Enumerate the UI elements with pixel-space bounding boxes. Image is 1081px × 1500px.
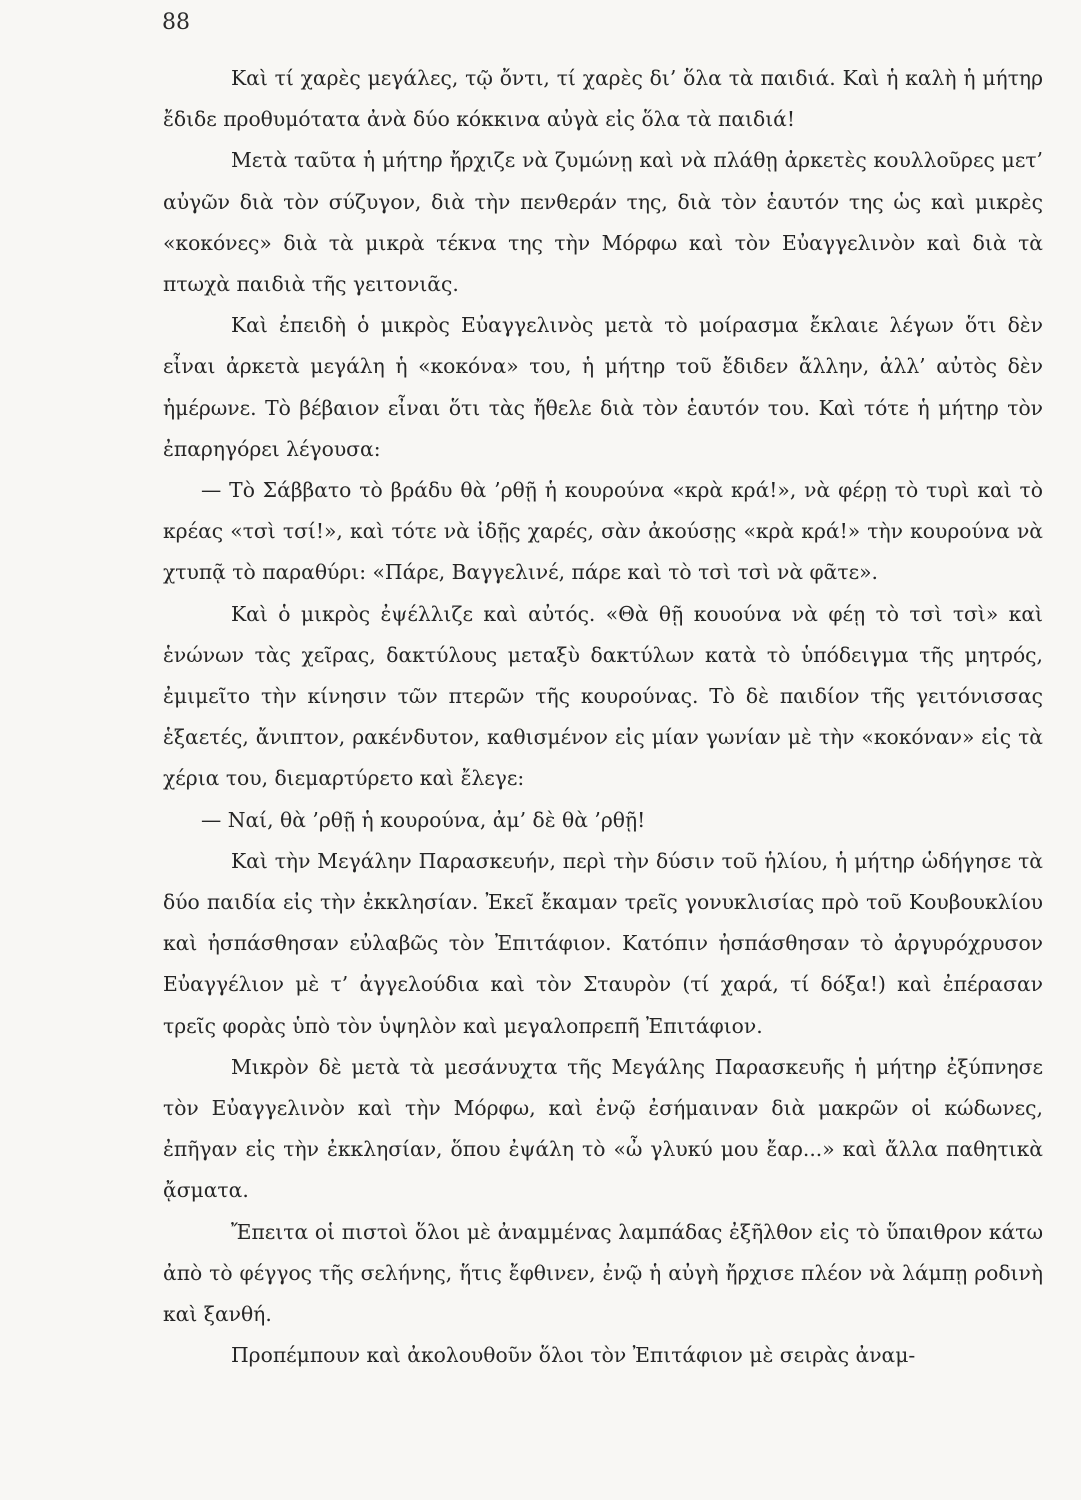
- paragraph-7: Καὶ τὴν Μεγάλην Παρασκευήν, περὶ τὴν δύσιν τοῦ ἡλίου, ἡ μήτηρ ὡδήγησε τὰ δύο παιδία εἰς τὴν ἐκκλησίαν. Ἐκεῖ ἔκαμαν τρεῖς γονυκλισίας πρὸ τοῦ Κουβουκλίου καὶ ἠσπάσθησαν εὐλαβῶς τὸν Ἐπιτάφιον. Κατόπιν ἠσπάσθησαν τὸ ἀργυρόχρυσον Εὐαγγέλιον μὲ τ’ ἀγγελούδια καὶ τὸν Σταυρὸν (τί χαρά, τί δόξα!) καὶ ἐπέρασαν τρεῖς φορὰς ὑπὸ τὸν ὑψηλὸν καὶ μεγαλοπρεπῆ Ἐπιτάφιον.: [163, 848, 1043, 1038]
- paragraph-1: Καὶ τί χαρὲς μεγάλες, τῷ ὄντι, τί χαρὲς δι’ ὅλα τὰ παιδιά. Καὶ ἡ καλὴ ἡ μήτηρ ἔδιδε προθυμότατα ἀνὰ δύο κόκκινα αὐγὰ εἰς ὅλα τὰ παιδιά!: [163, 66, 1043, 132]
- body-text: [163, 58, 1043, 1377]
- paragraph-5: Καὶ ὁ μικρὸς ἐψέλλιζε καὶ αὐτός. «Θὰ θῇ κουούνα νὰ φέῃ τὸ τσὶ τσὶ» καὶ ἑνώνων τὰς χεῖρας, δακτύλους μεταξὺ δακτύλων κατὰ τὸ ὑπόδειγμα τῆς μητρός, ἐμιμεῖτο τὴν κίνησιν τῶν πτερῶν τῆς κουρούνας. Τὸ δὲ παιδίον τῆς γειτόνισσας ἑξαετές, ἄνιπτον, ρακένδυτον, καθισμένον εἰς μίαν γωνίαν μὲ τὴν «κοκόναν» εἰς τὰ χέρια του, διεμαρτύρετο καὶ ἔλεγε:: [163, 601, 1043, 791]
- paragraph-9: Ἔπειτα οἱ πιστοὶ ὅλοι μὲ ἀναμμένας λαμπάδας ἐξῆλθον εἰς τὸ ὕπαιθρον κάτω ἀπὸ τὸ φέγγος τῆς σελήνης, ἥτις ἔφθινεν, ἐνῷ ἡ αὐγὴ ἤρχισε πλέον νὰ λάμπῃ ροδινὴ καὶ ξανθή.: [163, 1219, 1043, 1327]
- paragraph-3: Καὶ ἐπειδὴ ὁ μικρὸς Εὐαγγελινὸς μετὰ τὸ μοίρασμα ἔκλαιε λέγων ὅτι δὲν εἶναι ἀρκετὰ μεγάλη ἡ «κοκόνα» του, ἡ μήτηρ τοῦ ἔδιδεν ἄλλην, ἀλλ’ αὐτὸς δὲν ἡμέρωνε. Τὸ βέβαιον εἶναι ὅτι τὰς ἤθελε διὰ τὸν ἑαυτόν του. Καὶ τότε ἡ μήτηρ τὸν ἐπαρηγόρει λέγουσα:: [163, 313, 1043, 461]
- paragraph-2: Μετὰ ταῦτα ἡ μήτηρ ἤρχιζε νὰ ζυμώνῃ καὶ νὰ πλάθῃ ἀρκετὲς κουλλοῦρες μετ’ αὐγῶν διὰ τὸν σύζυγον, διὰ τὴν πενθεράν της, διὰ τὸν ἑαυτόν της ὡς καὶ μικρὲς «κοκόνες» διὰ τὰ μικρὰ τέκνα της τὴν Μόρφω καὶ τὸν Εὐαγγελινὸν καὶ διὰ τὰ πτωχὰ παιδιὰ τῆς γειτονιᾶς.: [163, 148, 1043, 297]
- page-number: 88: [162, 10, 190, 35]
- paragraph-8: Μικρὸν δὲ μετὰ τὰ μεσάνυχτα τῆς Μεγάλης Παρασκευῆς ἡ μήτηρ ἐξύπνησε τὸν Εὐαγγελινὸν καὶ τὴν Μόρφω, καὶ ἐνῷ ἐσήμαιναν διὰ μακρῶν οἱ κώδωνες, ἐπῆγαν εἰς τὴν ἐκκλησίαν, ὅπου ἐψάλη τὸ «ὦ γλυκύ μου ἔαρ...» καὶ ἄλλα παθητικὰ ᾄσματα.: [163, 1054, 1043, 1203]
- dialogue-paragraph-1: — Τὸ Σάββατο τὸ βράδυ θὰ ’ρθῇ ἡ κουρούνα «κρὰ κρά!», νὰ φέρῃ τὸ τυρὶ καὶ τὸ κρέας «τσὶ τσί!», καὶ τότε νὰ ἰδῇς χαρές, σὰν ἀκούσῃς «κρὰ κρά!» τὴν κουρούνα νὰ χτυπᾷ τὸ παραθύρι: «Πάρε, Βαγγελινέ, πάρε καὶ τὸ τσὶ τσὶ νὰ φᾶτε».: [163, 478, 1043, 585]
- dialogue-paragraph-2: — Ναί, θὰ ’ρθῇ ἡ κουρούνα, ἀμ’ δὲ θὰ ’ρθῇ!: [201, 807, 646, 832]
- paragraph-10: Προπέμπουν καὶ ἀκολουθοῦν ὅλοι τὸν Ἐπιτάφιον μὲ σειρὰς ἀναμ-: [231, 1343, 916, 1368]
